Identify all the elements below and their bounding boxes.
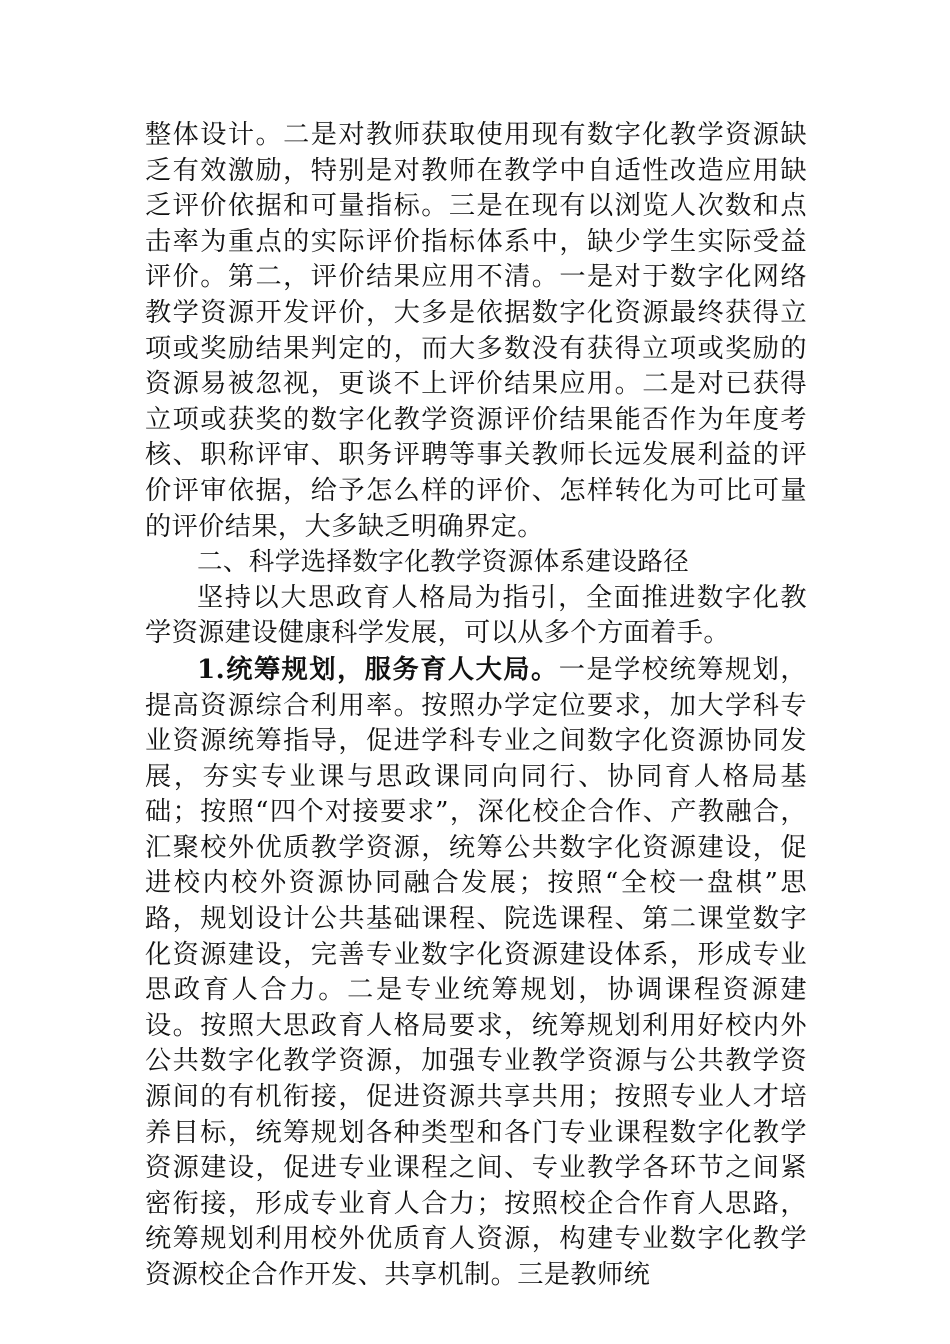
paragraph-body-text: 一是学校统筹规划，提高资源综合利用率。按照办学定位要求，加大学科专业资源统筹指导，促进学科专业之间数字化资源协同发展，夯实专业课与思政课同向同行、协同育人格局基础；按照“四个对接要求”，深化校企合作、产教融合，汇聚校外优质教学资源，统筹公共数字化资源建设，促进校内校外资源协同融合发展；按照“全校一盘棋”思路，规划设计公共基础课程、院选课程、第二课堂数字化资源建设，完善专业数字化资源建设体系，形成专业思政育人合力。二是专业统筹规划，协调课程资源建设。按照大思政育人格局要求，统筹规划利用好校内外公共数字化教学资源，加强专业教学资源与公共教学资源间的有机衔接，促进资源共享共用；按照专业人才培养目标，统筹规划各种类型和各门专业课程数字化教学资源建设，促进专业课程之间、专业教学各环节之间紧密衔接，形成专业育人合力；按照校企合作育人思路，统筹规划利用校外优质育人资源，构建专业数字化教学资源校企合作开发、共享机制。三是教师统 xyxy=(145,654,807,1290)
document-body xyxy=(145,118,807,1294)
paragraph-lead-title: 1.统筹规划，服务育人大局。 xyxy=(197,653,559,685)
paragraph-intro: 坚持以大思政育人格局为指引，全面推进数字化教学资源建设健康科学发展，可以从多个方面着手。 xyxy=(145,582,807,649)
paragraph-evaluation-issues: 整体设计。二是对教师获取使用现有数字化教学资源缺乏有效激励，特别是对教师在教学中自适性改造应用缺乏评价依据和可量指标。三是在现有以浏览人次数和点击率为重点的实际评价指标体系中，缺少学生实际受益评价。第二，评价结果应用不清。一是对于数字化网络教学资源开发评价，大多是依据数字化资源最终获得立项或奖励结果判定的，而大多数没有获得立项或奖励的资源易被忽视，更谈不上评价结果应用。二是对已获得立项或获奖的数字化教学资源评价结果能否作为年度考核、职称评审、职务评聘等事关教师长远发展利益的评价评审依据，给予怎么样的评价、怎样转化为可比可量的评价结果，大多缺乏明确界定。 xyxy=(145,120,807,542)
paragraph-overall-planning xyxy=(145,652,807,1294)
section-heading: 二、科学选择数字化教学资源体系建设路径 xyxy=(197,547,690,578)
